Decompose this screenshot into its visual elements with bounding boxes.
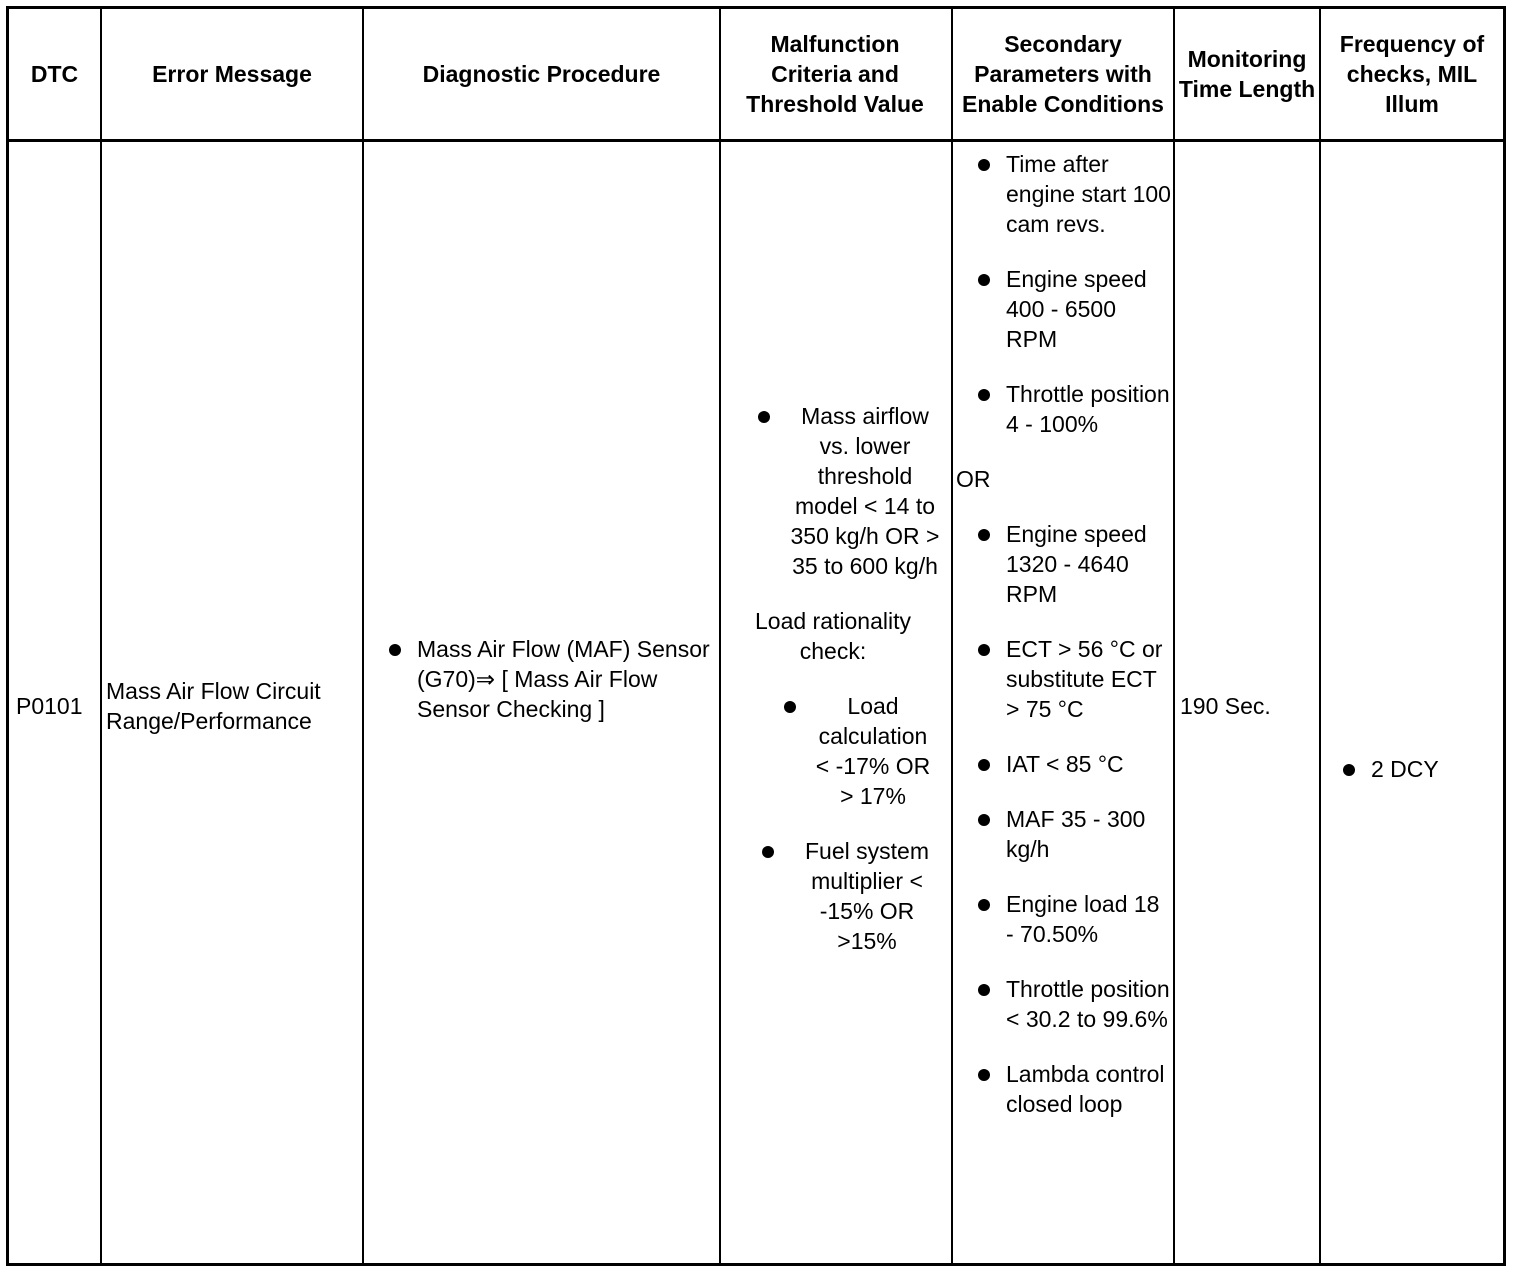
- malfunction-airflow-item: Mass airflow vs. lower threshold model < 14 to 350 kg/h OR > 35 to 600 kg/h: [758, 401, 944, 581]
- param-iat: IAT < 85 °C: [978, 749, 1171, 779]
- header-secondary-parameters: Secondary Parameters with Enable Conditions: [962, 31, 1164, 117]
- diagnostic-procedure-item: Mass Air Flow (MAF) Sensor (G70)⇒ [ Mass Air Flow Sensor Checking ]: [389, 634, 713, 724]
- malfunction-criteria-cell: [734, 401, 944, 956]
- param-engine-speed-2: Engine speed 1320 - 4640 RPM: [978, 519, 1171, 609]
- header-divider: [9, 139, 1503, 142]
- param-engine-load: Engine load 18 - 70.50%: [978, 889, 1171, 949]
- or-label: OR: [956, 466, 991, 492]
- load-rationality-label: Load rationality check:: [755, 608, 911, 664]
- header-monitoring-time: Monitoring Time Length: [1178, 46, 1316, 102]
- param-engine-speed-1: Engine speed 400 - 6500 RPM: [978, 264, 1171, 354]
- param-time-after-start: Time after engine start 100 cam revs.: [978, 149, 1171, 239]
- frequency-item: 2 DCY: [1343, 754, 1493, 784]
- column-divider: [951, 9, 953, 1263]
- param-ect: ECT > 56 °C or substitute ECT > 75 °C: [978, 634, 1171, 724]
- dtc-code: P0101: [16, 693, 83, 719]
- param-throttle-position-1: Throttle position 4 - 100%: [978, 379, 1171, 439]
- header-error-message: Error Message: [152, 61, 312, 87]
- column-divider: [362, 9, 364, 1263]
- column-divider: [100, 9, 102, 1263]
- malfunction-fuel-item: Fuel system multiplier < -15% OR >15%: [762, 836, 944, 956]
- header-dtc: DTC: [30, 61, 79, 87]
- header-malfunction-criteria: Malfunction Criteria and Threshold Value: [746, 31, 924, 117]
- secondary-parameters-cell: [956, 149, 1171, 1119]
- diagnostic-table: [6, 6, 1506, 1266]
- param-maf: MAF 35 - 300 kg/h: [978, 804, 1171, 864]
- monitoring-time-value: 190 Sec.: [1180, 693, 1271, 719]
- param-throttle-position-2: Throttle position < 30.2 to 99.6%: [978, 974, 1171, 1034]
- column-divider: [1319, 9, 1321, 1263]
- header-frequency: Frequency of checks, MIL Illum: [1339, 31, 1485, 117]
- error-message: Mass Air Flow Circuit Range/Performance: [106, 678, 321, 734]
- malfunction-load-item: Load calculation < -17% OR > 17%: [784, 691, 934, 811]
- header-diagnostic-procedure: Diagnostic Procedure: [422, 61, 661, 87]
- param-lambda-control: Lambda control closed loop: [978, 1059, 1171, 1119]
- column-divider: [719, 9, 721, 1263]
- column-divider: [1173, 9, 1175, 1263]
